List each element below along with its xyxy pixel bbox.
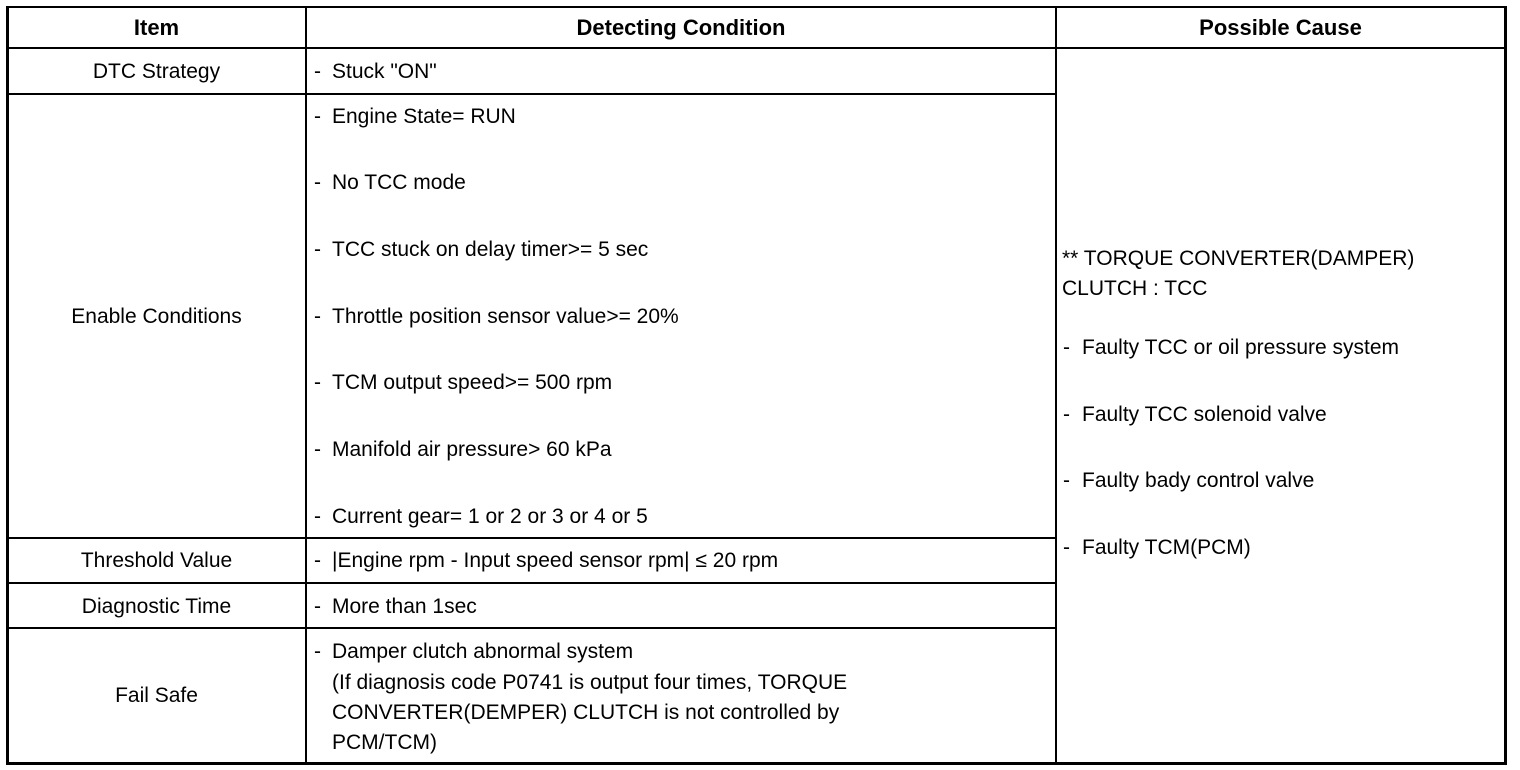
column-divider-2 — [1055, 6, 1057, 765]
bullet-dash: - — [1063, 336, 1070, 359]
bullet-dash: - — [314, 371, 321, 394]
row-divider-2 — [6, 537, 1057, 539]
cause-heading-line: ** TORQUE CONVERTER(DAMPER) — [1062, 247, 1415, 270]
condition-tcm-output-speed: TCM output speed>= 500 rpm — [332, 371, 613, 394]
header-divider — [6, 47, 1507, 49]
bullet-dash: - — [1063, 536, 1070, 559]
bullet-dash: - — [314, 549, 321, 572]
header-possible-cause: Possible Cause — [1199, 15, 1362, 40]
bullet-dash: - — [314, 595, 321, 618]
condition-diagnostic-time: More than 1sec — [332, 595, 477, 618]
condition-no-tcc-mode: No TCC mode — [332, 171, 466, 194]
item-threshold-value: Threshold Value — [80, 549, 233, 572]
bullet-dash: - — [1063, 469, 1070, 492]
fail-safe-note-line: (If diagnosis code P0741 is output four times, TORQUE — [332, 671, 848, 694]
table-border-bottom — [6, 762, 1507, 765]
row-divider-3 — [6, 582, 1057, 584]
bullet-dash: - — [1063, 403, 1070, 426]
header-detecting-condition: Detecting Condition — [576, 15, 786, 40]
item-enable-conditions: Enable Conditions — [71, 305, 242, 328]
item-fail-safe: Fail Safe — [115, 684, 198, 707]
bullet-dash: - — [314, 238, 321, 261]
fail-safe-note-line: PCM/TCM) — [332, 731, 437, 754]
bullet-dash: - — [314, 171, 321, 194]
condition-damper-clutch: Damper clutch abnormal system — [332, 640, 634, 663]
row-divider-1 — [6, 93, 1057, 95]
cause-faulty-tcc-oil: Faulty TCC or oil pressure system — [1082, 336, 1400, 359]
bullet-dash: - — [314, 505, 321, 528]
condition-tcc-delay-timer: TCC stuck on delay timer>= 5 sec — [332, 238, 649, 261]
fail-safe-note-line: CONVERTER(DEMPER) CLUTCH is not controlled by — [332, 701, 840, 724]
header-item: Item — [133, 15, 180, 40]
bullet-dash: - — [314, 60, 321, 83]
cause-faulty-body-control-valve: Faulty badу control valve — [1082, 469, 1315, 492]
row-divider-4 — [6, 627, 1057, 629]
column-divider-1 — [305, 6, 307, 765]
table-border-left — [6, 6, 9, 765]
bullet-dash: - — [314, 640, 321, 663]
condition-threshold: |Engine rpm - Input speed sensor rpm| ≤ 20 rpm — [332, 549, 779, 572]
table-border-right — [1504, 6, 1507, 765]
condition-current-gear: Current gear= 1 or 2 or 3 or 4 or 5 — [332, 505, 648, 528]
table-border-top — [6, 6, 1507, 8]
cause-heading-line: CLUTCH : TCC — [1062, 277, 1208, 300]
condition-stuck-on: Stuck "ON" — [332, 60, 437, 83]
condition-throttle-position: Throttle position sensor value>= 20% — [332, 305, 679, 328]
item-dtc-strategy: DTC Strategy — [92, 60, 221, 83]
item-diagnostic-time: Diagnostic Time — [81, 595, 232, 618]
bullet-dash: - — [314, 105, 321, 128]
bullet-dash: - — [314, 438, 321, 461]
cause-faulty-tcm: Faulty TCM(PCM) — [1082, 536, 1251, 559]
condition-manifold-pressure: Manifold air pressure> 60 kPa — [332, 438, 612, 461]
cause-faulty-tcc-solenoid: Faulty TCC solenoid valve — [1082, 403, 1327, 426]
bullet-dash: - — [314, 305, 321, 328]
condition-engine-state: Engine State= RUN — [332, 105, 516, 128]
